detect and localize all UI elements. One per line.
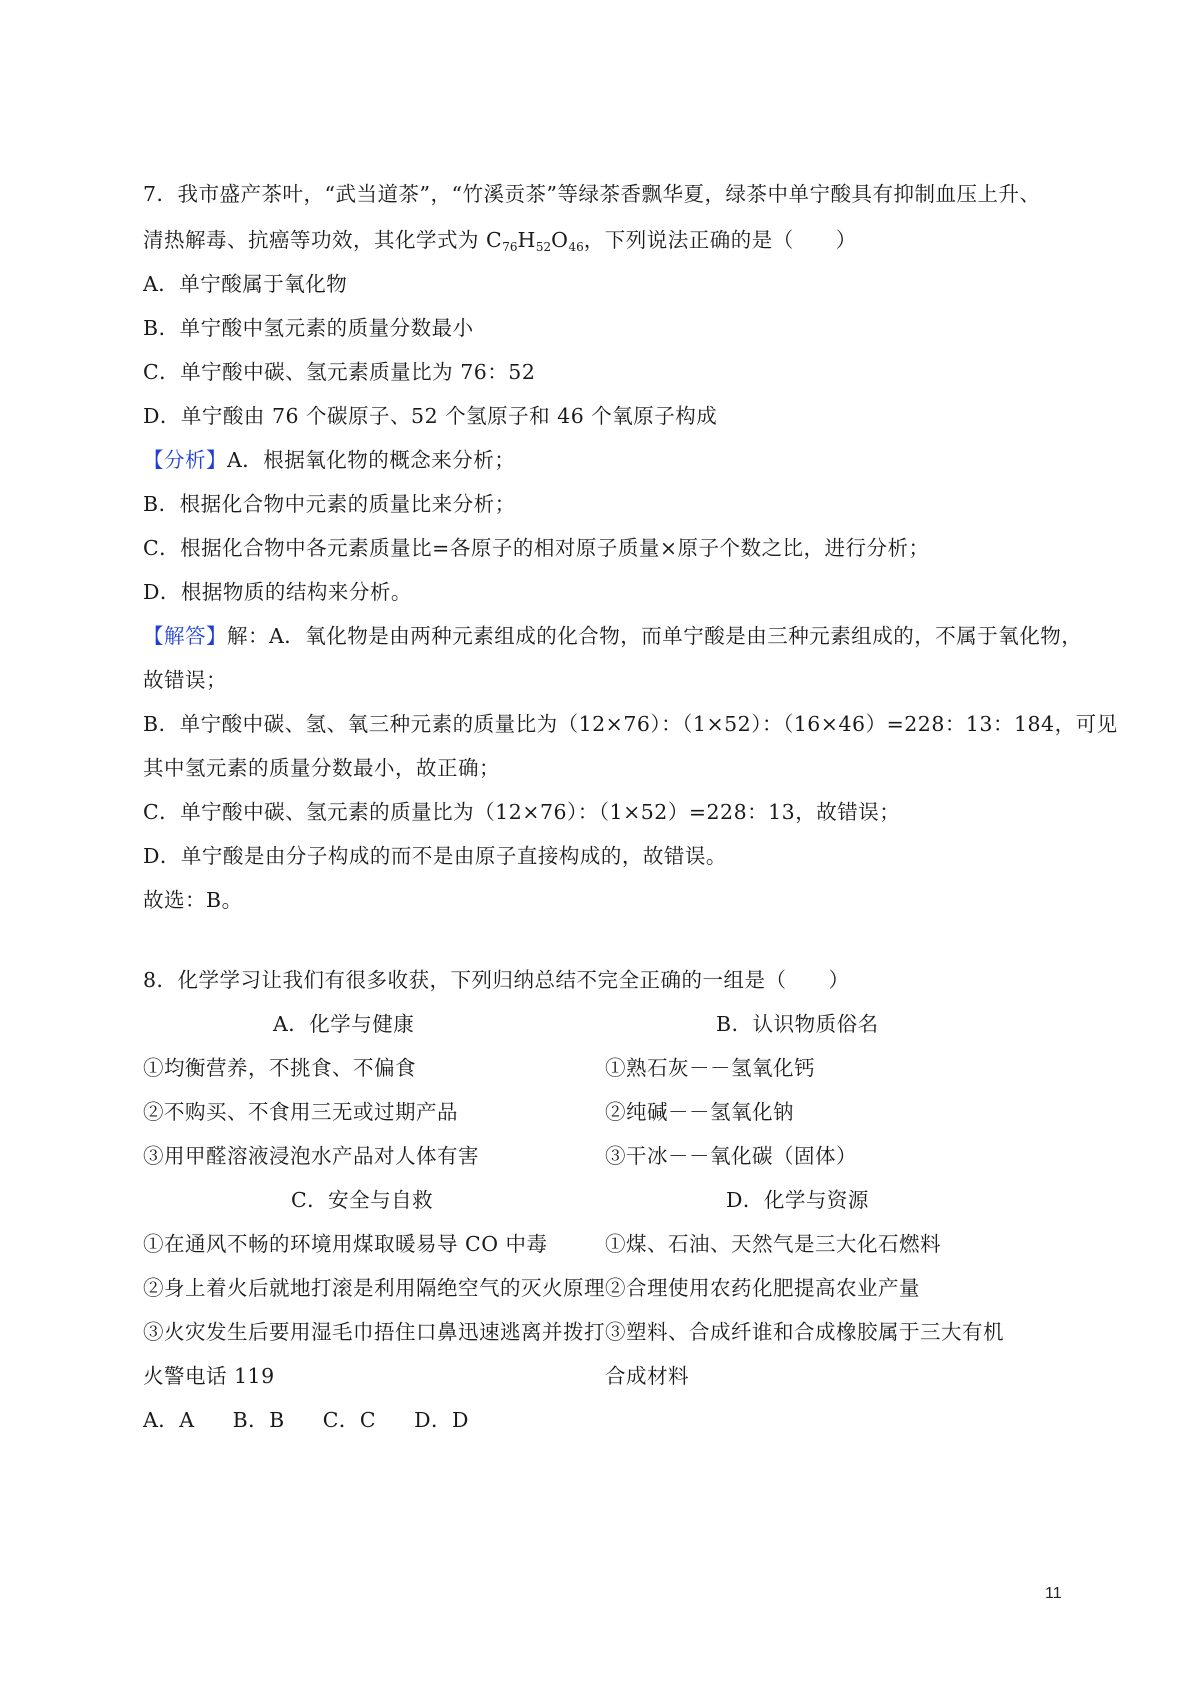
formula-sub-h: 52: [535, 240, 552, 254]
q8-choice-c: C．C: [322, 1408, 377, 1432]
table-d-item-3: ③塑料、合成纤谁和合成橡胶属于三大有机: [605, 1320, 1004, 1344]
table-c-item-2: ②身上着火后就地打滚是利用隔绝空气的灭火原理: [143, 1276, 605, 1300]
analysis-text: A．根据氧化物的概念来分析；: [227, 448, 516, 472]
table-b-item-1: ①熟石灰－－氢氧化钙: [605, 1056, 815, 1080]
q8-choice-d: D．D: [414, 1408, 469, 1432]
table-b-item-3: ③干冰－－氧化碳（固体）: [605, 1144, 857, 1168]
table-b-title: B．认识物质俗名: [716, 1012, 879, 1036]
formula-sub-o: 46: [568, 240, 584, 254]
q7-option-d: D．单宁酸由 76 个碳原子、52 个氢原子和 46 个氧原子构成: [143, 404, 718, 428]
q8-stem: 8．化学学习让我们有很多收获，下列归纳总结不完全正确的一组是（ ）: [143, 968, 850, 992]
table-c-item-1: ①在通风不畅的环境用煤取暖易导 CO 中毒: [143, 1232, 548, 1256]
answer-line-4: 其中氢元素的质量分数最小，故正确；: [143, 756, 500, 780]
table-c-item-4: 火警电话 119: [143, 1364, 275, 1388]
table-d-item-4: 合成材料: [605, 1364, 689, 1388]
q7-option-c: C．单宁酸中碳、氢元素质量比为 76：52: [143, 360, 536, 384]
q8-choice-b: B．B: [232, 1408, 285, 1432]
table-d-item-1: ①煤、石油、天然气是三大化石燃料: [605, 1232, 941, 1256]
analysis-b: B．根据化合物中元素的质量比来分析；: [143, 492, 516, 516]
table-b-item-2: ②纯碱－－氢氧化钠: [605, 1100, 794, 1124]
table-d-title: D．化学与资源: [726, 1188, 869, 1212]
table-a-title: A．化学与健康: [273, 1012, 415, 1036]
q7-option-a: A．单宁酸属于氧化物: [143, 272, 348, 296]
table-a-item-1: ①均衡营养，不挑食、不偏食: [143, 1056, 416, 1080]
q7-option-b: B．单宁酸中氢元素的质量分数最小: [143, 316, 474, 340]
answer-text: 解：A．氧化物是由两种元素组成的化合物，而单宁酸是由三种元素组成的，不属于氧化物，: [227, 624, 1083, 648]
table-a-item-3: ③用甲醛溶液浸泡水产品对人体有害: [143, 1144, 479, 1168]
q7-stem-line2: [143, 226, 857, 261]
analysis-line: [143, 446, 515, 474]
table-d-item-2: ②合理使用农药化肥提高农业产量: [605, 1276, 920, 1300]
answer-line-5: C．单宁酸中碳、氢元素的质量比为（12×76）：（1×52）=228：13，故错误；: [143, 800, 901, 824]
formula-h: H: [517, 228, 536, 252]
answer-line-7: 故选：B。: [143, 888, 243, 912]
q7-stem-pre: 清热解毒、抗癌等功效，其化学式为 C: [143, 228, 503, 252]
answer-line-6: D．单宁酸是由分子构成的而不是由原子直接构成的，故错误。: [143, 844, 727, 868]
answer-line-2: 故错误；: [143, 668, 227, 692]
q7-stem-post: ，下列说法正确的是（ ）: [583, 228, 857, 252]
answer-tag: 【解答】: [143, 624, 227, 648]
page-number: 11: [1045, 1585, 1062, 1602]
q8-choice-a: A．A: [143, 1408, 195, 1432]
table-c-title: C．安全与自救: [291, 1188, 434, 1212]
formula-sub-c: 76: [502, 240, 518, 254]
formula-o: O: [551, 228, 569, 252]
analysis-c: C．根据化合物中各元素质量比=各原子的相对原子质量×原子个数之比，进行分析；: [143, 536, 930, 560]
analysis-tag: 【分析】: [143, 448, 227, 472]
table-c-item-3: ③火灾发生后要用湿毛巾捂住口鼻迅速逃离并拨打: [143, 1320, 605, 1344]
q7-stem-line1: 7．我市盛产茶叶，“武当道茶”，“竹溪贡茶”等绿茶香飘华夏，绿茶中单宁酸具有抑制血压上升、: [143, 182, 1041, 206]
analysis-d: D．根据物质的结构来分析。: [143, 580, 412, 604]
answer-line-3: B．单宁酸中碳、氢、氧三种元素的质量比为（12×76）：（1×52）：（16×46）=228：13：184，可见: [143, 712, 1118, 736]
table-a-item-2: ②不购买、不食用三无或过期产品: [143, 1100, 458, 1124]
q8-choices: [143, 1406, 507, 1434]
answer-line: [143, 622, 1082, 650]
